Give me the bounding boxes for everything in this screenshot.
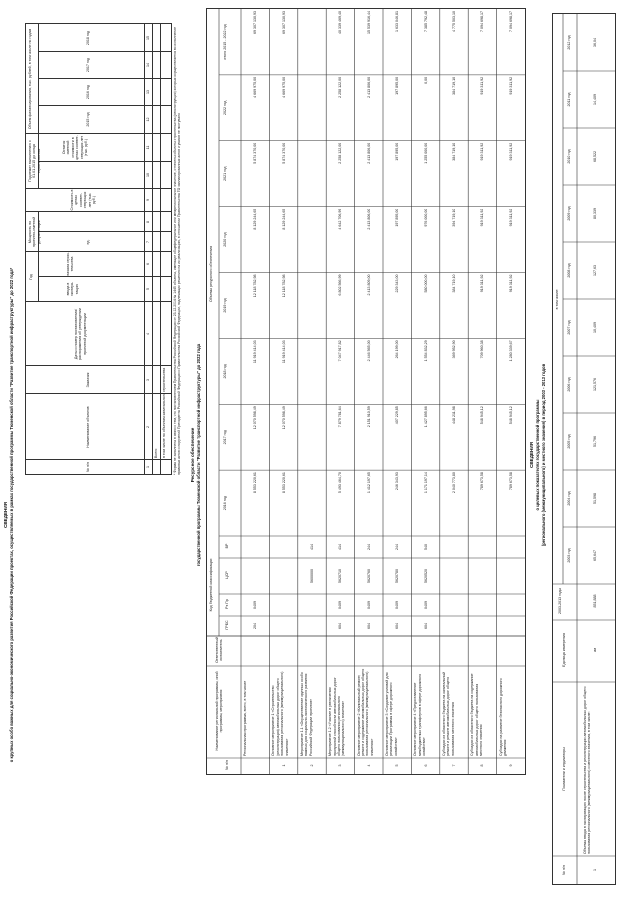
- block1-col-line: [38, 231, 171, 232]
- block2-row-value: 789 673,58: [480, 472, 485, 491]
- block2-table: [206, 8, 526, 775]
- block2-head-resources: Объемы ресурсного обеспечения: [209, 245, 213, 303]
- block2-row-name: Субсидии из областного бюджета на капитальный ремонт и ремонт автомобильных дорог общего пользования местного значения: [441, 671, 455, 756]
- block3-head-name: Показатели и индикаторы: [562, 747, 566, 791]
- block2-row-no: 9: [508, 764, 513, 767]
- block2-row-vr: 414: [338, 544, 343, 550]
- block2-row-grbs: 204: [253, 623, 258, 629]
- block2-row-value: 1 255 000,00: [423, 142, 428, 164]
- block2-row-csr: 5620760: [366, 569, 371, 583]
- block2-row-value: 7 047 917,82: [338, 340, 343, 362]
- block2-row-value: 919 311,92: [508, 76, 513, 95]
- block2-row-value: 919 311,92: [480, 274, 485, 293]
- block2-row-value: 69 307 130,93: [281, 11, 286, 34]
- block1-footnote: * Форма не заполнена в связи с тем, что постановлением Правительства Российской Федерации от 23.12.2014 № 1445 объекты, имеющие общефедеральное или межрегиональное значение, отнесены объекты строительства (реконструкции) которых осуществляется во исполнение правовых актов и поручений Президента Российской Федерации и Правительства Российской Федерации, подлежащих решению на их реализацию, в отношении Правительства ТО запланированных актов и указов не поступало: [173, 26, 182, 475]
- block2-row-csr: 5620780: [395, 569, 400, 583]
- block3-year-header: 2003 год: [567, 548, 571, 563]
- block2-head-rzpr: Рз Пр: [225, 599, 229, 609]
- block2-head-csr: ЦСР: [225, 571, 229, 579]
- block1-colnum: 8: [146, 221, 150, 223]
- block2-row-value: 709 960,38: [480, 340, 485, 359]
- block1-col-line: [26, 459, 171, 460]
- block2-row-value: 2 258 122,00: [338, 142, 343, 164]
- block2-row-value: 384 719,10: [452, 274, 456, 293]
- block2-row-value: 369 952,90: [452, 340, 456, 359]
- block3-year-header: 2012 год: [567, 35, 571, 50]
- block2-row-value: 789 673,58: [508, 472, 513, 491]
- block1-title: СВЕДЕНИЯ: [3, 502, 8, 528]
- block2-row-grbs: 604: [338, 623, 343, 629]
- block1-head-remain: Остаток сметной стоимости в ценах соответ- ствующих лет (тыс. руб.): [62, 135, 89, 160]
- block1-head-year-end: начала строи- тельства: [66, 252, 75, 276]
- block1-col-line: [26, 365, 171, 366]
- block2-row-vr: 244: [366, 544, 371, 550]
- block2-row-name: Основное мероприятие 3 «Создание условий для реализации Программы в сфере дорожного хозяйства»: [385, 672, 398, 756]
- block2-subtitle: государственной программы Тюменской области "Развитие транспортной инфраструктуры" до 2022 года: [196, 343, 201, 567]
- block2-year-header: 2021 год: [223, 166, 227, 181]
- block3-head-base: 2003-2013 годы: [558, 587, 562, 615]
- block1-subtitle: о крупных особо важных для социально-экономического развития Российской Федерации проектах, осуществляемых в рамках государственной программы Тюменской области "Развитие транспортной инфраструктуры" до 2022 года*: [9, 267, 14, 763]
- block3-head-unit: Единица измерения: [562, 633, 566, 667]
- block2-row-value: 4 642 706,99: [338, 208, 343, 230]
- block2-row-name: Региональная программа, всего, в том числе: [243, 680, 247, 756]
- block2-row-no: 6: [423, 764, 428, 767]
- block2-row-value: 2 413 806,00: [366, 76, 371, 98]
- block2-row-name: Мероприятие 1.2 «Участие в увеличении пропускной способности автомобильных дорог общего пользования регионального (межмуниципального) значения»: [328, 677, 346, 756]
- block3-year-header: 2008 год: [567, 263, 571, 278]
- block2-row-value: 919 311,92: [480, 208, 485, 227]
- block3-row-unit: км: [593, 647, 597, 653]
- block1-total-row-line: [152, 24, 153, 474]
- block1-head-dates: Даты и номер постановления/ распоряжения об утверждении проектной документации: [74, 308, 87, 360]
- block2-row-value: 384 719,10: [452, 142, 456, 161]
- block2-row-value: 264 199,00: [395, 340, 400, 359]
- block3-title: СВЕДЕНИЯ: [529, 442, 534, 468]
- block1-year-2017: 2017 год: [86, 57, 90, 73]
- block2-row-no: 8: [480, 764, 485, 767]
- block2-row-no: 1: [281, 764, 286, 767]
- block3-year-header: 2009 год: [567, 206, 571, 221]
- block2-year-header: 2017 год: [223, 430, 227, 445]
- block2-row-value: 919 311,92: [508, 208, 513, 227]
- block1-head-unit: ед.: [86, 239, 90, 245]
- block2-row-value: 11 919 414,03: [253, 340, 258, 364]
- block2-row-csr: 5620520: [423, 569, 428, 583]
- block1-total-label: Всего: [154, 448, 158, 458]
- block2-row-value: 15 539 916,44: [366, 11, 371, 34]
- block2-row-value: 197 895,00: [395, 76, 400, 95]
- block1-head-year-start: ввода в эксплуа- тацию: [66, 281, 79, 297]
- block2-row-name: Основное мероприятие 2 «Капитальный ремонт, ремонт и содержание автомобильных дорог общего пользования регионального (межмуниципального) значения»: [356, 668, 374, 756]
- block2-row-value: 8 553 220,61: [281, 472, 286, 494]
- block2-row-rzpr: 0409: [366, 601, 371, 609]
- block2-head-name: Наименование региональной программы, иной программы, мероприятия: [215, 671, 224, 751]
- block3-row-value: 36,04: [593, 38, 597, 47]
- block2-row-value: 407 229,85: [395, 406, 400, 425]
- block2-row-value: 1 171 197,14: [423, 472, 428, 494]
- block2-row-name: Субсидии из областного бюджета на содержание автомобильных дорог общего пользования местного значения: [470, 673, 483, 756]
- block2-row-rzpr: 0409: [423, 601, 428, 609]
- block1-colnum: 4: [146, 333, 150, 335]
- block1-col-line: [38, 161, 171, 162]
- block1-colnum: 7: [146, 241, 150, 243]
- block2-row-value: 6 802 566,99: [338, 274, 343, 296]
- block2-year-header: 2020 год: [223, 232, 227, 247]
- block2-row-value: 2 413 806,00: [366, 208, 371, 230]
- block1-head-capacity: Мощность по проектно-сметной документации: [28, 216, 41, 248]
- block1-head-finance: Объем финансирования, тыс. рублей, в том числе по годам: [28, 28, 32, 130]
- block1-year-2015: 2015 год: [86, 112, 90, 127]
- block1-colnum: 3: [146, 379, 150, 381]
- block2-row-value: 40 339 469,40: [338, 11, 343, 34]
- block2-row-no: 5: [395, 764, 400, 767]
- block2-row-value: 1 633 046,81: [395, 11, 400, 32]
- block2-head-vr: ВР: [225, 543, 229, 549]
- block1-colnum: 13: [146, 90, 150, 94]
- block3-year-header: 2006 год: [567, 377, 571, 392]
- block2-head-exec: Ответственный исполнитель: [215, 637, 224, 663]
- block2-year-header: 2018 год: [223, 364, 227, 379]
- block1-colnum: 11: [146, 145, 150, 150]
- block3-subtitle: о целевых показателях государственной программы: [535, 399, 540, 511]
- block2-row-value: 2 151 910,59: [366, 406, 371, 428]
- block1-col-line: [38, 276, 171, 277]
- block3-year-header: 2005 год: [567, 434, 571, 449]
- block2-row-value: 4 669 975,00: [253, 76, 258, 98]
- block3-row-no: 1: [593, 869, 597, 871]
- block3-year-header: 2010 год: [567, 149, 571, 164]
- block2-row-value: 580 000,00: [423, 274, 428, 293]
- block2-row-csr: 5620710: [338, 569, 343, 583]
- block3-row-name: Объемы ввода в эксплуатацию после строительства и реконструкции автомобильных дорог общего пользования регионального (межмуниципального) и местного значения, в том числе:: [583, 686, 592, 854]
- block3-row-value: 51,796: [593, 436, 597, 447]
- block2-row-value: 548 945,12: [480, 406, 485, 425]
- block2-row-value: 1 427 895,66: [423, 406, 428, 428]
- block2-row-value: 2 446 565,00: [366, 340, 371, 362]
- block2-row-value: 2 258 122,00: [338, 76, 343, 98]
- block2-row-rzpr: 0409: [253, 601, 258, 609]
- block1-col-line: [26, 393, 171, 394]
- block2-row-value: 919 311,92: [480, 76, 485, 95]
- block1-col-line: [38, 105, 171, 106]
- block1-colnum: 2: [146, 426, 150, 428]
- block2-row-value: 919 311,92: [480, 142, 485, 161]
- block2-row-value: 5 874 370,00: [281, 142, 286, 164]
- block3-year-header: 2011 год: [567, 92, 571, 107]
- block2-row-vr: 414: [310, 544, 314, 550]
- block2-title: Ресурсное обеспечение: [190, 427, 195, 483]
- block2-row-value: 8 129 244,65: [281, 208, 286, 230]
- block3-row-value: 51,598: [593, 493, 597, 504]
- block3-row-base: 851,888: [593, 594, 597, 608]
- block2-row-grbs: 604: [395, 623, 400, 629]
- block2-row-value: 12 070 598,49: [253, 406, 258, 430]
- block2-row-value: 976 000,00: [423, 208, 428, 227]
- block2-row-value: 2 413 806,00: [366, 142, 371, 164]
- block3-table: [552, 13, 616, 885]
- block1-year-2016: 2016 год: [86, 84, 90, 100]
- block2-row-value: 8 129 244,65: [253, 208, 258, 230]
- block2-row-value: 7 094 698,17: [508, 11, 513, 32]
- block2-row-value: 12 070 598,49: [281, 406, 286, 430]
- block2-row-value: 2 413 809,00: [366, 274, 371, 296]
- block1-colnum: 5: [146, 288, 150, 290]
- block2-head-grbs: ГРБС: [225, 620, 229, 630]
- block2-row-name: Субсидии на развитие безопасного дорожного движения: [498, 678, 507, 756]
- block1-head-name: Наименование объектов: [86, 406, 90, 448]
- block2-row-value: 384 719,10: [452, 76, 456, 95]
- block2-row-value: 4 775 503,10: [452, 11, 456, 32]
- block1-col-line: [26, 211, 171, 212]
- block2-row-value: 197 895,00: [395, 208, 400, 227]
- block2-row-value: 919 311,92: [508, 142, 513, 161]
- block3-row-value: 10,409: [593, 322, 597, 333]
- block1-table: [25, 23, 172, 475]
- block3-row-value: 14,409: [593, 94, 597, 105]
- block2-year-header: 2022 год: [223, 100, 227, 115]
- block1-year-2018: 2018 год: [86, 30, 90, 46]
- block1-colnum: 9: [146, 199, 150, 201]
- block3-row-value: 80,339: [593, 208, 597, 219]
- block2-row-value: 12 118 782,98: [281, 274, 286, 298]
- block2-row-value: 8 553 220,61: [253, 472, 258, 494]
- block2-row-rzpr: 0409: [395, 601, 400, 609]
- block2-row-value: 246 343,93: [395, 472, 400, 491]
- block2-row-value: 11 919 414,03: [281, 340, 286, 364]
- block3-year-header: 2004 год: [567, 491, 571, 506]
- block2-row-value: 919 311,92: [508, 274, 513, 293]
- block1-colnum: 6: [146, 263, 150, 265]
- block2-row-vr: 244: [395, 544, 400, 550]
- block3-row-value: 65,647: [593, 550, 597, 561]
- block2-head-no: № п/п: [225, 760, 229, 770]
- block2-row-name: Мероприятие 1.1 «Осуществление крупных особо важных для социально-экономического развития Российской Федерации проектов»: [299, 672, 313, 756]
- block2-row-value: 4 669 975,00: [281, 76, 286, 98]
- block1-sub-row-line: [160, 24, 161, 474]
- block1-head-year: Год: [29, 274, 33, 280]
- block2-row-value: 5 493 464,70: [338, 472, 343, 494]
- block1-col-line: [26, 301, 171, 302]
- block1-fin-split-line: [38, 24, 39, 134]
- block3-row-value: 68,522: [593, 151, 597, 162]
- block2-row-value: 7 385 792,48: [423, 11, 428, 32]
- block2-row-value: 1 412 197,65: [366, 472, 371, 494]
- block1-head-cost: Стоимость в ценах соответ- ствующих лет (тыс. руб.): [70, 189, 97, 211]
- block2-row-value: 394 719,10: [452, 208, 456, 227]
- block2-row-vr: 540: [423, 544, 428, 550]
- block2-row-grbs: 604: [366, 623, 371, 629]
- block2-row-rzpr: 0409: [338, 601, 343, 609]
- block2-row-value: 197 895,00: [395, 142, 400, 161]
- block1-year-split-line: [38, 252, 39, 302]
- block2-row-value: 2 040 773,80: [452, 472, 456, 494]
- block2-row-value: 69 307 130,93: [253, 11, 258, 34]
- block3-row-value: 127,63: [593, 265, 597, 276]
- block1-colnum: 1: [146, 466, 150, 468]
- block1-col-line: [38, 51, 171, 52]
- block1-colnum: 15: [146, 36, 150, 40]
- block2-row-no: 7: [452, 764, 456, 767]
- block1-head-customer: Заказчик: [86, 372, 90, 388]
- block2-row-no: 2: [310, 764, 314, 767]
- block2-row-value: 7 094 698,17: [480, 11, 485, 32]
- block1-total-sub: в том числе по объектам капитального строительства: [162, 367, 166, 458]
- block1-colnum: 14: [146, 63, 150, 67]
- block2-row-value: 1 280 339,67: [508, 340, 513, 362]
- block2-row-value: 0,00: [423, 76, 428, 84]
- block1-colnum: 12: [146, 117, 150, 122]
- block2-row-value: 548 945,12: [508, 406, 513, 425]
- block2-row-value: 12 118 782,98: [253, 274, 258, 298]
- block3-subtitle2: (регионального (межмуниципального) и местного значения) в период 2003 - 2013 годов: [541, 363, 546, 547]
- block2-row-csr: 5600000: [310, 569, 314, 583]
- block1-numbers-row-line: [144, 24, 145, 474]
- block3-head-no: № п/п: [562, 865, 566, 875]
- block2-year-header: 2019 год: [223, 298, 227, 313]
- block2-row-value: 229 343,00: [395, 274, 400, 293]
- block2-row-value: 5 874 370,00: [253, 142, 258, 164]
- block2-row-grbs: 604: [423, 623, 428, 629]
- block2-row-no: 3: [338, 764, 343, 767]
- block1-colnum: 10: [146, 173, 150, 177]
- block1-col-line: [38, 78, 171, 79]
- block3-year-header: 2007 год: [567, 320, 571, 335]
- block2-row-value: 7 879 781,64: [338, 406, 343, 428]
- block2-year-header: 2016 год: [223, 495, 227, 511]
- block3-row-value: 121,576: [593, 378, 597, 391]
- block2-head-code: Код бюджетной классификации: [209, 558, 213, 612]
- block2-row-value: 448 211,98: [452, 406, 456, 424]
- block2-year-header: итого 2015 - 2022 год: [223, 24, 227, 60]
- block2-row-value: 1 554 832,29: [423, 340, 428, 362]
- block3-head-incl: в том числе:: [555, 288, 559, 310]
- block2-row-no: 4: [366, 764, 371, 767]
- block2-row-name: Основное мероприятие 1 «Строительство (реконструкция) автомобильных дорог общего пользования регионального (межмуниципального) значения»: [271, 671, 289, 756]
- block2-row-name: Основное мероприятие 4 «Предоставление межбюджетных трансфертов в сфере дорожного хозяйства»: [413, 673, 427, 756]
- block1-head-done: Подлежит выполнению с 01.01.2015 до конца строительства: [28, 140, 41, 182]
- block1-head-no: № п/п: [86, 462, 90, 472]
